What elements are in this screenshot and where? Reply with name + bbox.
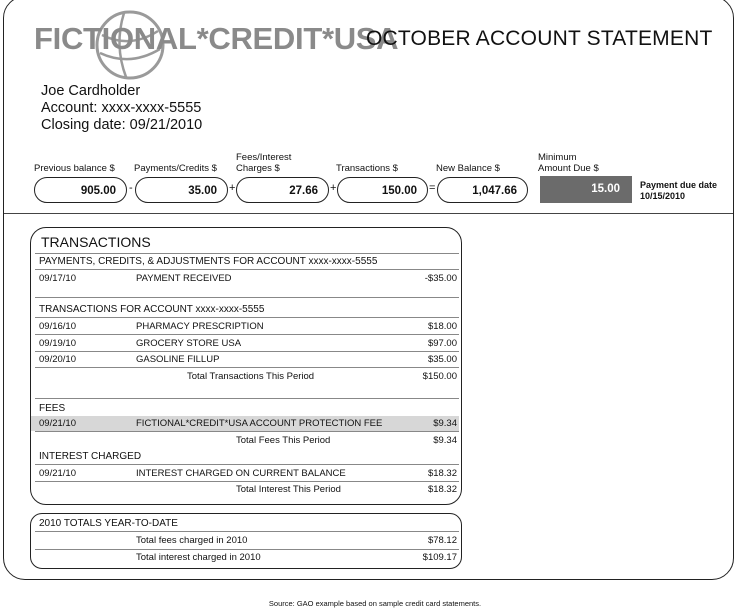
total-label: Total Transactions This Period	[187, 371, 315, 382]
divider	[35, 531, 459, 532]
ytd-panel	[30, 513, 462, 569]
divider	[35, 334, 459, 335]
divider	[35, 367, 459, 368]
fees-label-line1: Fees/Interest	[236, 152, 292, 163]
ytd-heading: 2010 TOTALS YEAR-TO-DATE	[39, 518, 178, 529]
table-row	[31, 466, 459, 481]
transactions-heading: TRANSACTIONS	[41, 234, 151, 250]
total-interest-row	[31, 482, 459, 497]
row-amount: $97.00	[427, 338, 457, 349]
equals-sign: =	[429, 182, 436, 194]
row-description: PAYMENT RECEIVED	[136, 273, 232, 284]
new-balance-value: 1,047.66	[437, 177, 528, 203]
ytd-fees-amount: $78.12	[427, 535, 457, 546]
summary-divider	[4, 213, 733, 214]
ytd-fees-label: Total fees charged in 2010	[136, 535, 248, 546]
previous-balance-label: Previous balance $	[34, 163, 115, 174]
previous-balance-value: 905.00	[34, 177, 127, 203]
ytd-interest-label: Total interest charged in 2010	[136, 552, 261, 563]
payments-section-title: PAYMENTS, CREDITS, & ADJUSTMENTS FOR ACCOUNT xxxx-xxxx-5555	[39, 256, 378, 267]
minimum-due-value: 15.00	[540, 176, 632, 203]
new-balance-label: New Balance $	[436, 163, 500, 174]
total-amount: $9.34	[433, 435, 457, 446]
fee-row	[31, 416, 459, 431]
fees-section-title: FEES	[39, 403, 66, 414]
minimum-label-line1: Minimum	[538, 152, 577, 163]
transactions-value: 150.00	[337, 177, 428, 203]
ytd-interest-amount: $109.17	[422, 552, 457, 563]
row-amount: $18.00	[427, 321, 457, 332]
row-amount: -$35.00	[424, 273, 457, 284]
row-date: 09/17/10	[39, 273, 76, 284]
table-row	[31, 319, 459, 334]
account-number: Account: xxxx-xxxx-5555	[41, 100, 202, 116]
divider	[35, 317, 459, 318]
statement-title: OCTOBER ACCOUNT STATEMENT	[366, 27, 713, 50]
payment-due-date	[640, 180, 717, 202]
source-note: Source: GAO example based on sample credit card statements.	[268, 599, 482, 608]
minimum-due-label	[538, 152, 599, 174]
minus-sign: -	[129, 182, 133, 194]
transactions-panel	[30, 227, 462, 505]
ytd-fees-row	[31, 533, 459, 548]
total-transactions-row	[31, 369, 459, 384]
row-description: GROCERY STORE USA	[136, 338, 242, 349]
payments-label: Payments/Credits $	[134, 163, 217, 174]
transactions-label: Transactions $	[336, 163, 398, 174]
row-amount: $9.34	[433, 418, 457, 429]
interest-section-title: INTEREST CHARGED	[39, 451, 142, 462]
divider	[35, 253, 459, 254]
statement	[3, 0, 734, 580]
table-row	[31, 336, 459, 351]
total-amount: $18.32	[427, 484, 457, 495]
payments-value: 35.00	[135, 177, 228, 203]
total-label: Total Interest This Period	[236, 484, 341, 495]
row-description: INTEREST CHARGED ON CURRENT BALANCE	[136, 468, 346, 479]
row-amount: $18.32	[427, 468, 457, 479]
ytd-interest-row	[31, 550, 459, 565]
row-amount: $35.00	[427, 354, 457, 365]
logo	[34, 15, 399, 85]
row-description: GASOLINE FILLUP	[136, 354, 220, 365]
table-row	[31, 271, 459, 286]
minimum-label-line2: Amount Due $	[538, 163, 599, 174]
logo-text: FICTIONAL*CREDIT*USA	[34, 21, 399, 56]
divider	[35, 431, 459, 432]
divider	[35, 398, 459, 399]
fees-value: 27.66	[236, 177, 329, 203]
cardholder-name: Joe Cardholder	[41, 83, 141, 99]
payment-due-value: 10/15/2010	[640, 191, 686, 201]
row-description: PHARMACY PRESCRIPTION	[136, 321, 264, 332]
closing-date: Closing date: 09/21/2010	[41, 117, 203, 133]
row-date: 09/19/10	[39, 338, 76, 349]
row-date: 09/21/10	[39, 418, 76, 429]
fees-label	[236, 152, 291, 174]
divider	[35, 269, 459, 270]
purchases-section-title: TRANSACTIONS FOR ACCOUNT xxxx-xxxx-5555	[39, 304, 265, 315]
plus-sign-2: +	[330, 182, 337, 194]
account-info	[41, 83, 202, 134]
row-date: 09/20/10	[39, 354, 76, 365]
fees-label-line2: Charges $	[236, 163, 280, 174]
table-row	[31, 352, 459, 367]
divider	[35, 297, 459, 298]
payment-due-label: Payment due date	[640, 180, 718, 190]
total-label: Total Fees This Period	[236, 435, 331, 446]
total-amount: $150.00	[422, 371, 457, 382]
row-date: 09/21/10	[39, 468, 76, 479]
total-fees-row	[31, 433, 459, 448]
divider	[35, 464, 459, 465]
plus-sign-1: +	[229, 182, 236, 194]
row-description: FICTIONAL*CREDIT*USA ACCOUNT PROTECTION FEE	[136, 418, 383, 429]
row-date: 09/16/10	[39, 321, 76, 332]
